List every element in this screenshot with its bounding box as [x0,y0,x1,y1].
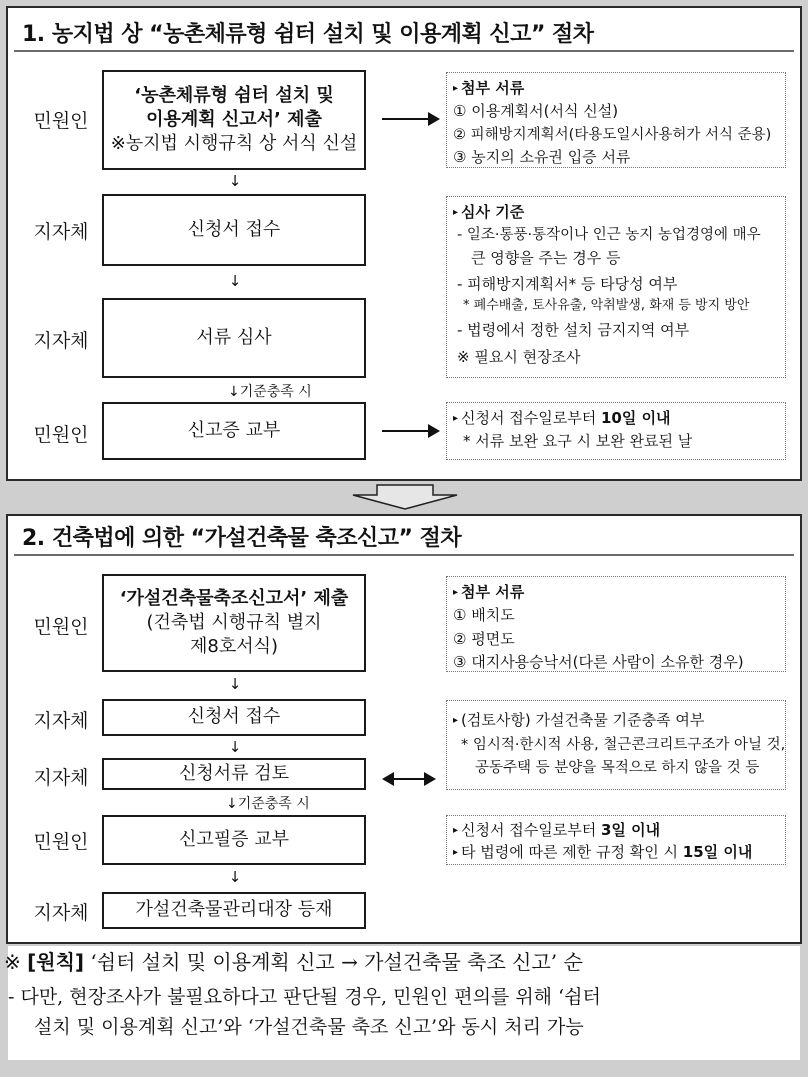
down-arrow-icon: ↓ [228,868,242,886]
down-arrow-icon: ↓ [228,172,242,190]
note-item: 공동주택 등 분양을 목적으로 하지 않을 것 등 [475,759,760,776]
arrowhead-right-icon [424,772,436,786]
step-label: 신청서 접수 [187,218,281,240]
right-arrow-icon [382,430,432,432]
principle-line [4,946,800,978]
exception-line: 설치 및 이용계획 신고’와 ‘가설건축물 축조 신고’와 동시 처리 가능 [34,1016,584,1039]
note-item: - 피해방지계획서* 등 타당성 여부 [457,274,678,293]
principle-text: ‘쉼터 설치 및 이용계획 신고 → 가설건축물 축조 신고’ 순 [90,950,583,974]
deadline-text: 신청서 접수일로부터 [461,409,601,427]
note-item: - 일조·통풍·통작이나 인근 농지 농업경영에 매우 [457,227,761,244]
arrowhead-icon [428,112,440,126]
deadline-value: 15일 이내 [682,842,753,861]
note-heading: 심사 기준 [461,203,525,221]
deadline-subnote: * 서류 보완 요구 시 보완 완료된 날 [463,432,693,451]
step-document-review [102,298,366,378]
step-line: ‘가설건축물축조신고서’ 제출 [119,587,349,609]
principle-label: [원칙] [27,950,85,974]
exception-line: - 다만, 현장조사가 불필요하다고 판단될 경우, 민원인 편의를 위해 ‘쉼터 [8,986,601,1008]
attachments-note [446,72,786,168]
condition-label: ↓기준충족 시 [228,384,312,400]
actor-label: 지자체 [33,902,89,924]
note-item: ② 평면도 [453,629,515,648]
step-issue-certificate [102,402,366,460]
actor-label: 지자체 [33,330,89,352]
step-note: 제8호서식) [189,636,279,658]
bullet-icon: ▸ [453,207,459,218]
note-subitem: * 폐수배출, 토사유출, 악취발생, 화재 등 방지 방안 [463,298,750,314]
bullet-icon: ▸ [453,413,459,424]
step-issue-certificate [102,815,366,865]
step-submit-shelter-report [102,70,366,170]
actor-label: 민원인 [33,616,89,638]
step-register-ledger [102,892,366,929]
deadline-note [446,815,786,865]
down-arrow-icon: ↓ [228,738,242,756]
condition-label: ↓기준충족 시 [226,796,310,812]
step-label: 서류 심사 [196,326,272,348]
section-1-title-text: 1. 농지법 상 “농촌체류형 쉼터 설치 및 이용계획 신고” 절차 [22,21,594,47]
note-item: ① 이용계획서(서식 신설) [453,102,619,121]
step-receive-application [102,194,366,266]
deadline-value: 3일 이내 [600,821,661,839]
note-heading: 첨부 서류 [461,79,525,97]
deadline-text: 타 법령에 따른 제한 규정 확인 시 [461,842,683,861]
note-heading: 첨부 서류 [461,583,525,601]
review-criteria-note [446,196,786,378]
reference-mark: ※ [4,950,21,974]
step-receive-application [102,699,366,736]
note-item: ① 배치도 [453,606,515,625]
deadline-note [446,402,786,460]
actor-label: 지자체 [33,221,89,243]
step-label: 신청서류 검토 [178,762,290,784]
double-arrow-icon [388,778,428,780]
step-label: 신청서 접수 [187,706,281,728]
actor-label: 지자체 [33,710,89,732]
footer-notes [4,946,800,1060]
bullet-icon: ▸ [453,846,459,858]
note-item: - 법령에서 정한 설치 금지지역 여부 [457,321,690,340]
arrowhead-icon [428,424,440,438]
step-label: 가설건축물관리대장 등재 [135,899,333,921]
note-heading: (검토사항) 가설건축물 기준충족 여부 [461,711,705,729]
review-items-note [446,700,786,790]
right-arrow-icon [382,118,432,120]
step-line: 이용계획 신고서’ 제출 [146,108,322,130]
actor-label: 민원인 [33,831,89,853]
block-down-arrow-icon [345,484,465,510]
note-item: ③ 농지의 소유권 입증 서류 [453,147,631,166]
note-item: 큰 영향을 주는 경우 등 [471,248,621,267]
actor-label: 민원인 [33,424,89,446]
down-arrow-icon: ↓ [228,675,242,693]
actor-label: 지자체 [33,767,89,789]
note-item: ※ 필요시 현장조사 [457,347,581,366]
note-item: * 임시적·한시적 사용, 철근콘크리트구조가 아닐 것, [461,737,786,754]
step-label: 신고필증 교부 [178,828,290,850]
step-review-documents [102,758,366,790]
step-line: ‘농촌체류형 쉼터 설치 및 [134,84,334,106]
down-arrow-icon: ↓ [228,272,242,290]
bullet-icon: ▸ [453,83,459,94]
bullet-icon: ▸ [453,715,459,726]
attachments-note [446,576,786,672]
note-item: ③ 대지사용승낙서(다른 사람이 소유한 경우) [453,652,744,671]
step-label: 신고증 교부 [187,419,281,441]
step-note: ※농지법 시행규칙 상 서식 신설 [110,133,358,155]
bullet-icon: ▸ [453,825,459,836]
step-note: (건축법 시행규칙 별지 [146,611,322,633]
section-2-title [14,518,794,556]
note-item: ② 피해방지계획서(타용도일시사용허가 서식 준용) [453,126,772,143]
deadline-text: 신청서 접수일로부터 [461,821,601,839]
step-submit-temporary-building-report [102,574,366,672]
deadline-value: 10일 이내 [600,409,671,427]
section-2-title-text: 2. 건축법에 의한 “가설건축물 축조신고” 절차 [22,525,462,551]
bullet-icon: ▸ [453,587,459,598]
arrowhead-left-icon [382,772,394,786]
actor-label: 민원인 [33,110,89,132]
section-1-title [14,14,794,52]
